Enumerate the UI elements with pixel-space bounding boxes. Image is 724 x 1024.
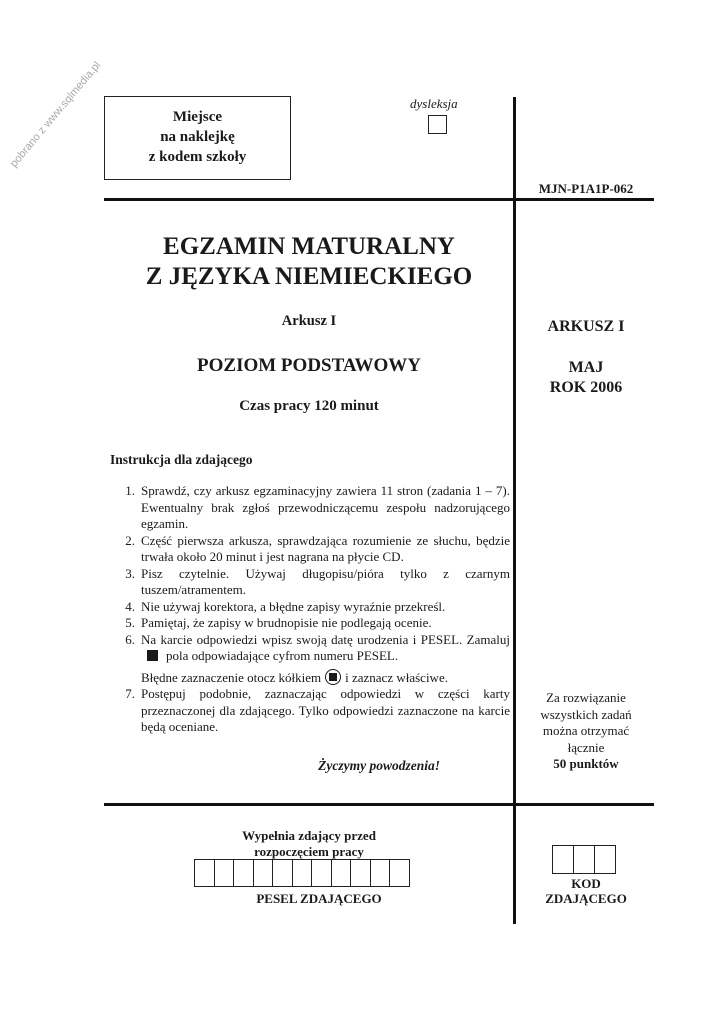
code-digit-cell[interactable]	[552, 845, 574, 874]
score-points: 50 punktów	[553, 756, 619, 771]
pesel-digit-cell[interactable]	[272, 859, 293, 887]
watermark-text: pobrano z www.sqlmedia.pl	[8, 59, 104, 170]
title-line-2: Z JĘZYKA NIEMIECKIEGO	[145, 263, 473, 290]
code-label-line-1: KOD	[571, 876, 601, 891]
pesel-digit-cell[interactable]	[331, 859, 352, 887]
item-number: 2.	[125, 532, 135, 548]
bottom-rule	[104, 803, 654, 806]
item-number: 5.	[125, 615, 135, 630]
item-text-part: pola odpowiadające cyfrom numeru PESEL.	[166, 648, 399, 663]
column-divider	[513, 97, 516, 924]
instruction-item	[110, 566, 510, 599]
code-digit-cell[interactable]	[573, 845, 595, 874]
pesel-digit-cell[interactable]	[233, 859, 254, 887]
circled-square-icon	[325, 669, 341, 685]
item-text	[141, 632, 510, 687]
item-number: 4.	[125, 598, 135, 614]
score-note-line: łącznie	[567, 739, 605, 755]
item-text: Postępuj podobnie, zaznaczając odpowiedzi w części karty przeznaczonej dla zdającego. Tylko odpowiedzi zaznaczone na karcie będą oceniane.	[141, 686, 510, 734]
title-line-1: EGZAMIN MATURALNY	[163, 233, 455, 260]
dyslexia-checkbox[interactable]	[428, 115, 447, 134]
sticker-line-3: z kodem szkoły	[148, 149, 247, 165]
instruction-item	[110, 686, 510, 736]
item-text: Część pierwsza arkusza, sprawdzająca rozumienie ze słuchu, będzie trwała około 20 minut i jest nagrana na płycie CD.	[141, 532, 510, 564]
instructions-heading: Instrukcja dla zdającego	[110, 452, 253, 467]
exam-code: MJN-P1A1P-062	[538, 181, 634, 196]
instruction-item	[110, 615, 510, 632]
instruction-item	[110, 599, 510, 616]
pesel-grid	[195, 859, 410, 887]
pesel-digit-cell[interactable]	[214, 859, 235, 887]
pesel-label: PESEL ZDAJĄCEGO	[256, 891, 382, 906]
pesel-digit-cell[interactable]	[253, 859, 274, 887]
top-rule	[104, 198, 654, 201]
fill-note-line-2: rozpoczęciem pracy	[254, 844, 364, 859]
sticker-line-2: na naklejkę	[160, 129, 235, 145]
item-text: Sprawdź, czy arkusz egzaminacyjny zawiera 11 stron (zadania 1 – 7). Ewentualny brak zgłoś przewodniczącemu zespołu nadzorującego egzamin.	[141, 483, 510, 531]
instruction-item	[110, 533, 510, 566]
item-text: Pamiętaj, że zapisy w brudnopisie nie podlegają ocenie.	[141, 615, 432, 630]
item-text-part: Błędne zaznaczenie otocz kółkiem	[141, 669, 322, 685]
instruction-item	[110, 632, 510, 687]
duration-label: Czas pracy 120 minut	[239, 398, 379, 414]
item-number: 1.	[125, 483, 135, 498]
item-text: Nie używaj korektora, a błędne zapisy wyraźnie przekreśl.	[141, 598, 446, 614]
fill-note	[104, 828, 514, 860]
item-text: Pisz czytelnie. Używaj długopisu/pióra tylko z czarnym tuszem/atramentem.	[141, 565, 510, 597]
right-sheet-label: ARKUSZ I	[547, 318, 625, 335]
score-note-line: wszystkich zadań	[540, 706, 632, 722]
right-year-label: ROK 2006	[549, 379, 623, 396]
level-label: POZIOM PODSTAWOWY	[197, 355, 421, 376]
pesel-digit-cell[interactable]	[292, 859, 313, 887]
instruction-item	[110, 483, 510, 533]
pesel-digit-cell[interactable]	[389, 859, 410, 887]
pesel-digit-cell[interactable]	[311, 859, 332, 887]
exam-title	[104, 232, 514, 292]
code-digit-cell[interactable]	[594, 845, 616, 874]
item-text-part: Na karcie odpowiedzi wpisz swoją datę urodzenia i PESEL. Zamaluj	[141, 631, 510, 647]
dyslexia-label: dysleksja	[410, 96, 458, 111]
pesel-digit-cell[interactable]	[370, 859, 391, 887]
student-code-grid	[553, 845, 616, 874]
sticker-line-1: Miejsce	[172, 109, 223, 125]
item-number: 3.	[125, 565, 135, 581]
student-code-label	[518, 876, 654, 906]
good-luck-text: Życzymy powodzenia!	[318, 758, 440, 773]
item-text-part: i zaznacz właściwe.	[345, 669, 448, 685]
instructions-list	[110, 483, 510, 736]
score-note-line: można otrzymać	[542, 723, 630, 738]
right-month-label: MAJ	[568, 359, 604, 376]
fill-note-line-1: Wypełnia zdający przed	[242, 828, 376, 843]
item-number: 7.	[125, 686, 135, 701]
filled-square-icon	[147, 650, 158, 661]
school-sticker-box	[104, 96, 291, 180]
score-note	[518, 690, 654, 773]
sheet-label: Arkusz I	[281, 313, 337, 329]
item-text-line	[141, 669, 510, 687]
code-label-line-2: ZDAJĄCEGO	[545, 891, 627, 906]
score-note-line: Za rozwiązanie	[546, 690, 626, 705]
pesel-digit-cell[interactable]	[194, 859, 215, 887]
item-number: 6.	[125, 631, 135, 647]
pesel-digit-cell[interactable]	[350, 859, 371, 887]
